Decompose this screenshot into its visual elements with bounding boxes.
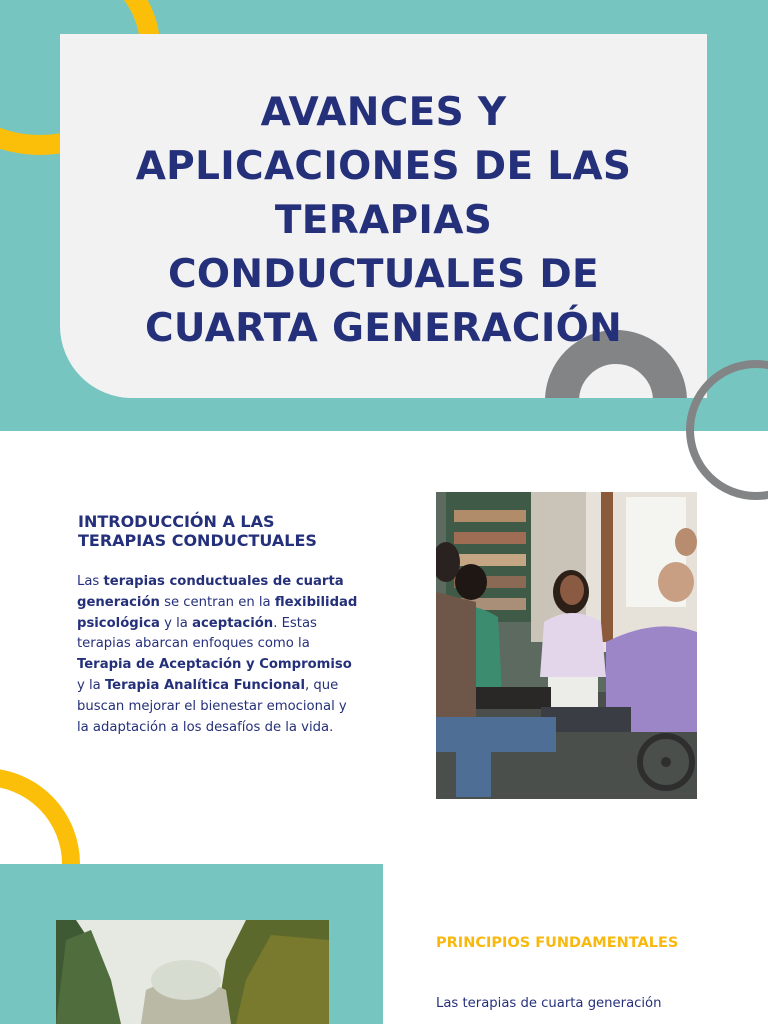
- principles-paragraph: Las terapias de cuarta generación: [436, 996, 662, 1011]
- title-line: APLICACIONES DE LAS: [135, 144, 632, 189]
- title-line: CUARTA GENERACIÓN: [144, 306, 623, 351]
- forest-illustration: [56, 920, 329, 1024]
- therapy-group-photo: [436, 492, 697, 799]
- intro-heading-line: TERAPIAS CONDUCTUALES: [78, 531, 317, 550]
- intro-text-segment: Las: [77, 574, 104, 589]
- intro-text-segment: y la: [159, 615, 193, 631]
- intro-heading-line: INTRODUCCIÓN A LAS: [78, 512, 275, 531]
- page-title: [60, 86, 707, 356]
- title-line: TERAPIAS: [274, 198, 493, 243]
- principles-heading: PRINCIPIOS FUNDAMENTALES: [436, 935, 679, 951]
- intro-text-bold: Terapia de Aceptación y Compromiso: [77, 657, 352, 673]
- title-line: AVANCES Y: [260, 90, 507, 135]
- title-line: CONDUCTUALES DE: [167, 252, 599, 297]
- intro-paragraph: [77, 572, 362, 738]
- title-card: [60, 34, 707, 398]
- intro-text-bold: flexibilidad psicológica: [77, 594, 358, 631]
- intro-heading: [78, 512, 378, 550]
- intro-text-segment: y la: [77, 677, 105, 693]
- forest-road-photo: [56, 920, 329, 1024]
- intro-text-segment: , que buscan mejorar el bienestar emocional y la adaptación a los desafíos de la vida.: [77, 677, 347, 735]
- intro-text-bold: aceptación: [192, 615, 274, 631]
- intro-text-bold: Terapia Analítica Funcional: [104, 677, 305, 693]
- intro-text-segment: se centran en la: [159, 594, 275, 610]
- intro-text-segment: . Estas terapias abarcan enfoques como la: [77, 615, 317, 652]
- intro-text-bold: terapias conductuales de cuarta generación: [77, 574, 344, 610]
- therapy-group-illustration: [436, 492, 697, 799]
